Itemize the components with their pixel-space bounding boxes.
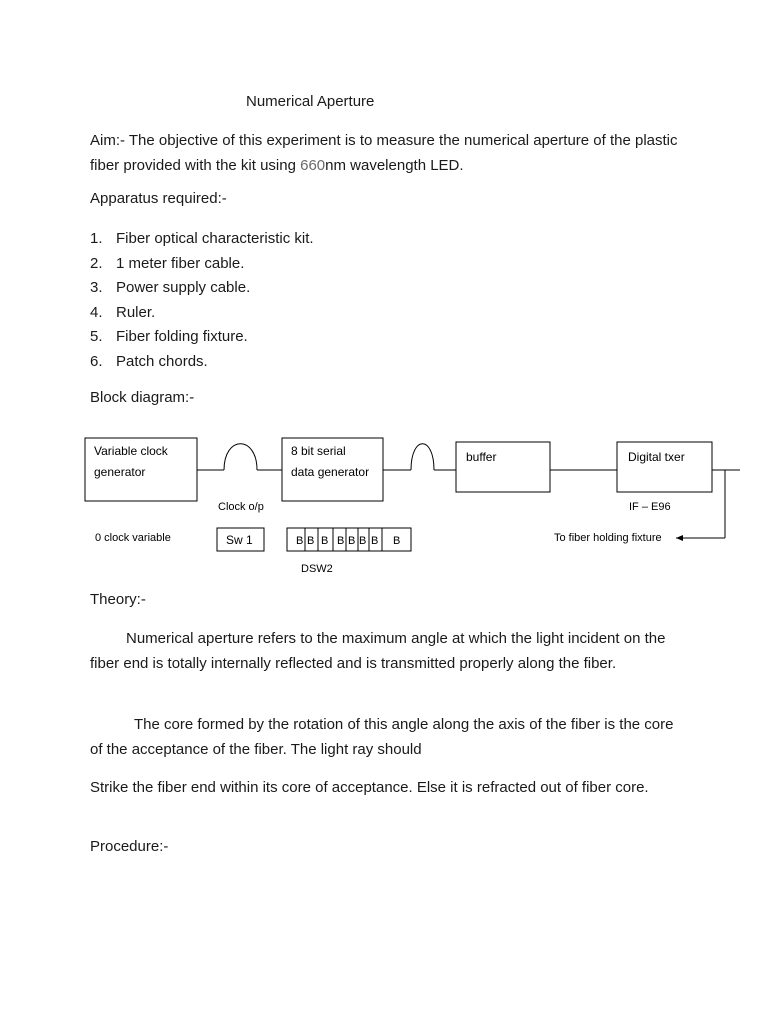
list-item: 4. Ruler. (90, 303, 156, 321)
data-gen-label-2: data generator (291, 465, 370, 479)
tx-label: Digital txer (628, 450, 685, 464)
theory-heading: Theory:- (90, 591, 146, 608)
block-diagram (0, 420, 768, 580)
buffer-label: buffer (466, 450, 497, 464)
aim-text: The objective of this experiment is to measure the numerical aperture of the plastic fiber provided with the kit using (90, 132, 678, 174)
dsw-bit: B (348, 535, 356, 547)
apparatus-heading: Apparatus required:- (90, 190, 227, 207)
aim-label: Aim:- (90, 132, 125, 149)
clock-gen-label-2: generator (94, 465, 146, 479)
switch-label: Sw 1 (226, 533, 253, 547)
list-item: 3. Power supply cable. (90, 279, 251, 297)
theory-paragraph-1: Numerical aperture refers to the maximum angle at which the light incident on the fiber end is totally internally reflected and is transmitted properly along the fiber. (90, 630, 666, 673)
list-item: 2. 1 meter fiber cable. (90, 254, 245, 272)
list-item: 1. Fiber optical characteristic kit. (90, 230, 314, 247)
theory-paragraph-2: The core formed by the rotation of this angle along the axis of the fiber is the core of the acceptance of the fiber. The light ray should (90, 716, 674, 759)
dsw-bit: B (337, 535, 345, 547)
aim-wavelength: 660 (300, 157, 326, 174)
dsw2-label: DSW2 (301, 563, 333, 575)
dsw-bit: B (307, 535, 315, 547)
procedure-heading: Procedure:- (90, 838, 169, 855)
block-diagram-heading: Block diagram:- (90, 389, 195, 406)
ic-label: IF – E96 (629, 501, 671, 513)
aim-text-end: nm wavelength LED. (325, 157, 464, 174)
clock-gen-label-1: Variable clock (94, 444, 168, 458)
apparatus-list (90, 227, 314, 375)
clock-variable-label: 0 clock variable (95, 532, 171, 544)
dsw-bit: B (393, 535, 401, 547)
theory-paragraph-3: Strike the fiber end within its core of acceptance. Else it is refracted out of fiber core. (90, 779, 649, 796)
aim-paragraph (90, 128, 690, 178)
list-item: 6. Patch chords. (90, 352, 208, 370)
list-item: 5. Fiber folding fixture. (90, 328, 248, 346)
dsw-bit: B (296, 535, 304, 547)
crossover-arc (224, 444, 257, 470)
dsw-bit: B (371, 535, 379, 547)
data-gen-label-1: 8 bit serial (291, 444, 346, 458)
page-title: Numerical Aperture (246, 93, 375, 110)
crossover-arc (411, 444, 434, 470)
fixture-label: To fiber holding fixture (554, 532, 662, 544)
clock-op-label: Clock o/p (218, 501, 264, 513)
dsw-bit: B (321, 535, 329, 547)
dsw-bit: B (359, 535, 367, 547)
